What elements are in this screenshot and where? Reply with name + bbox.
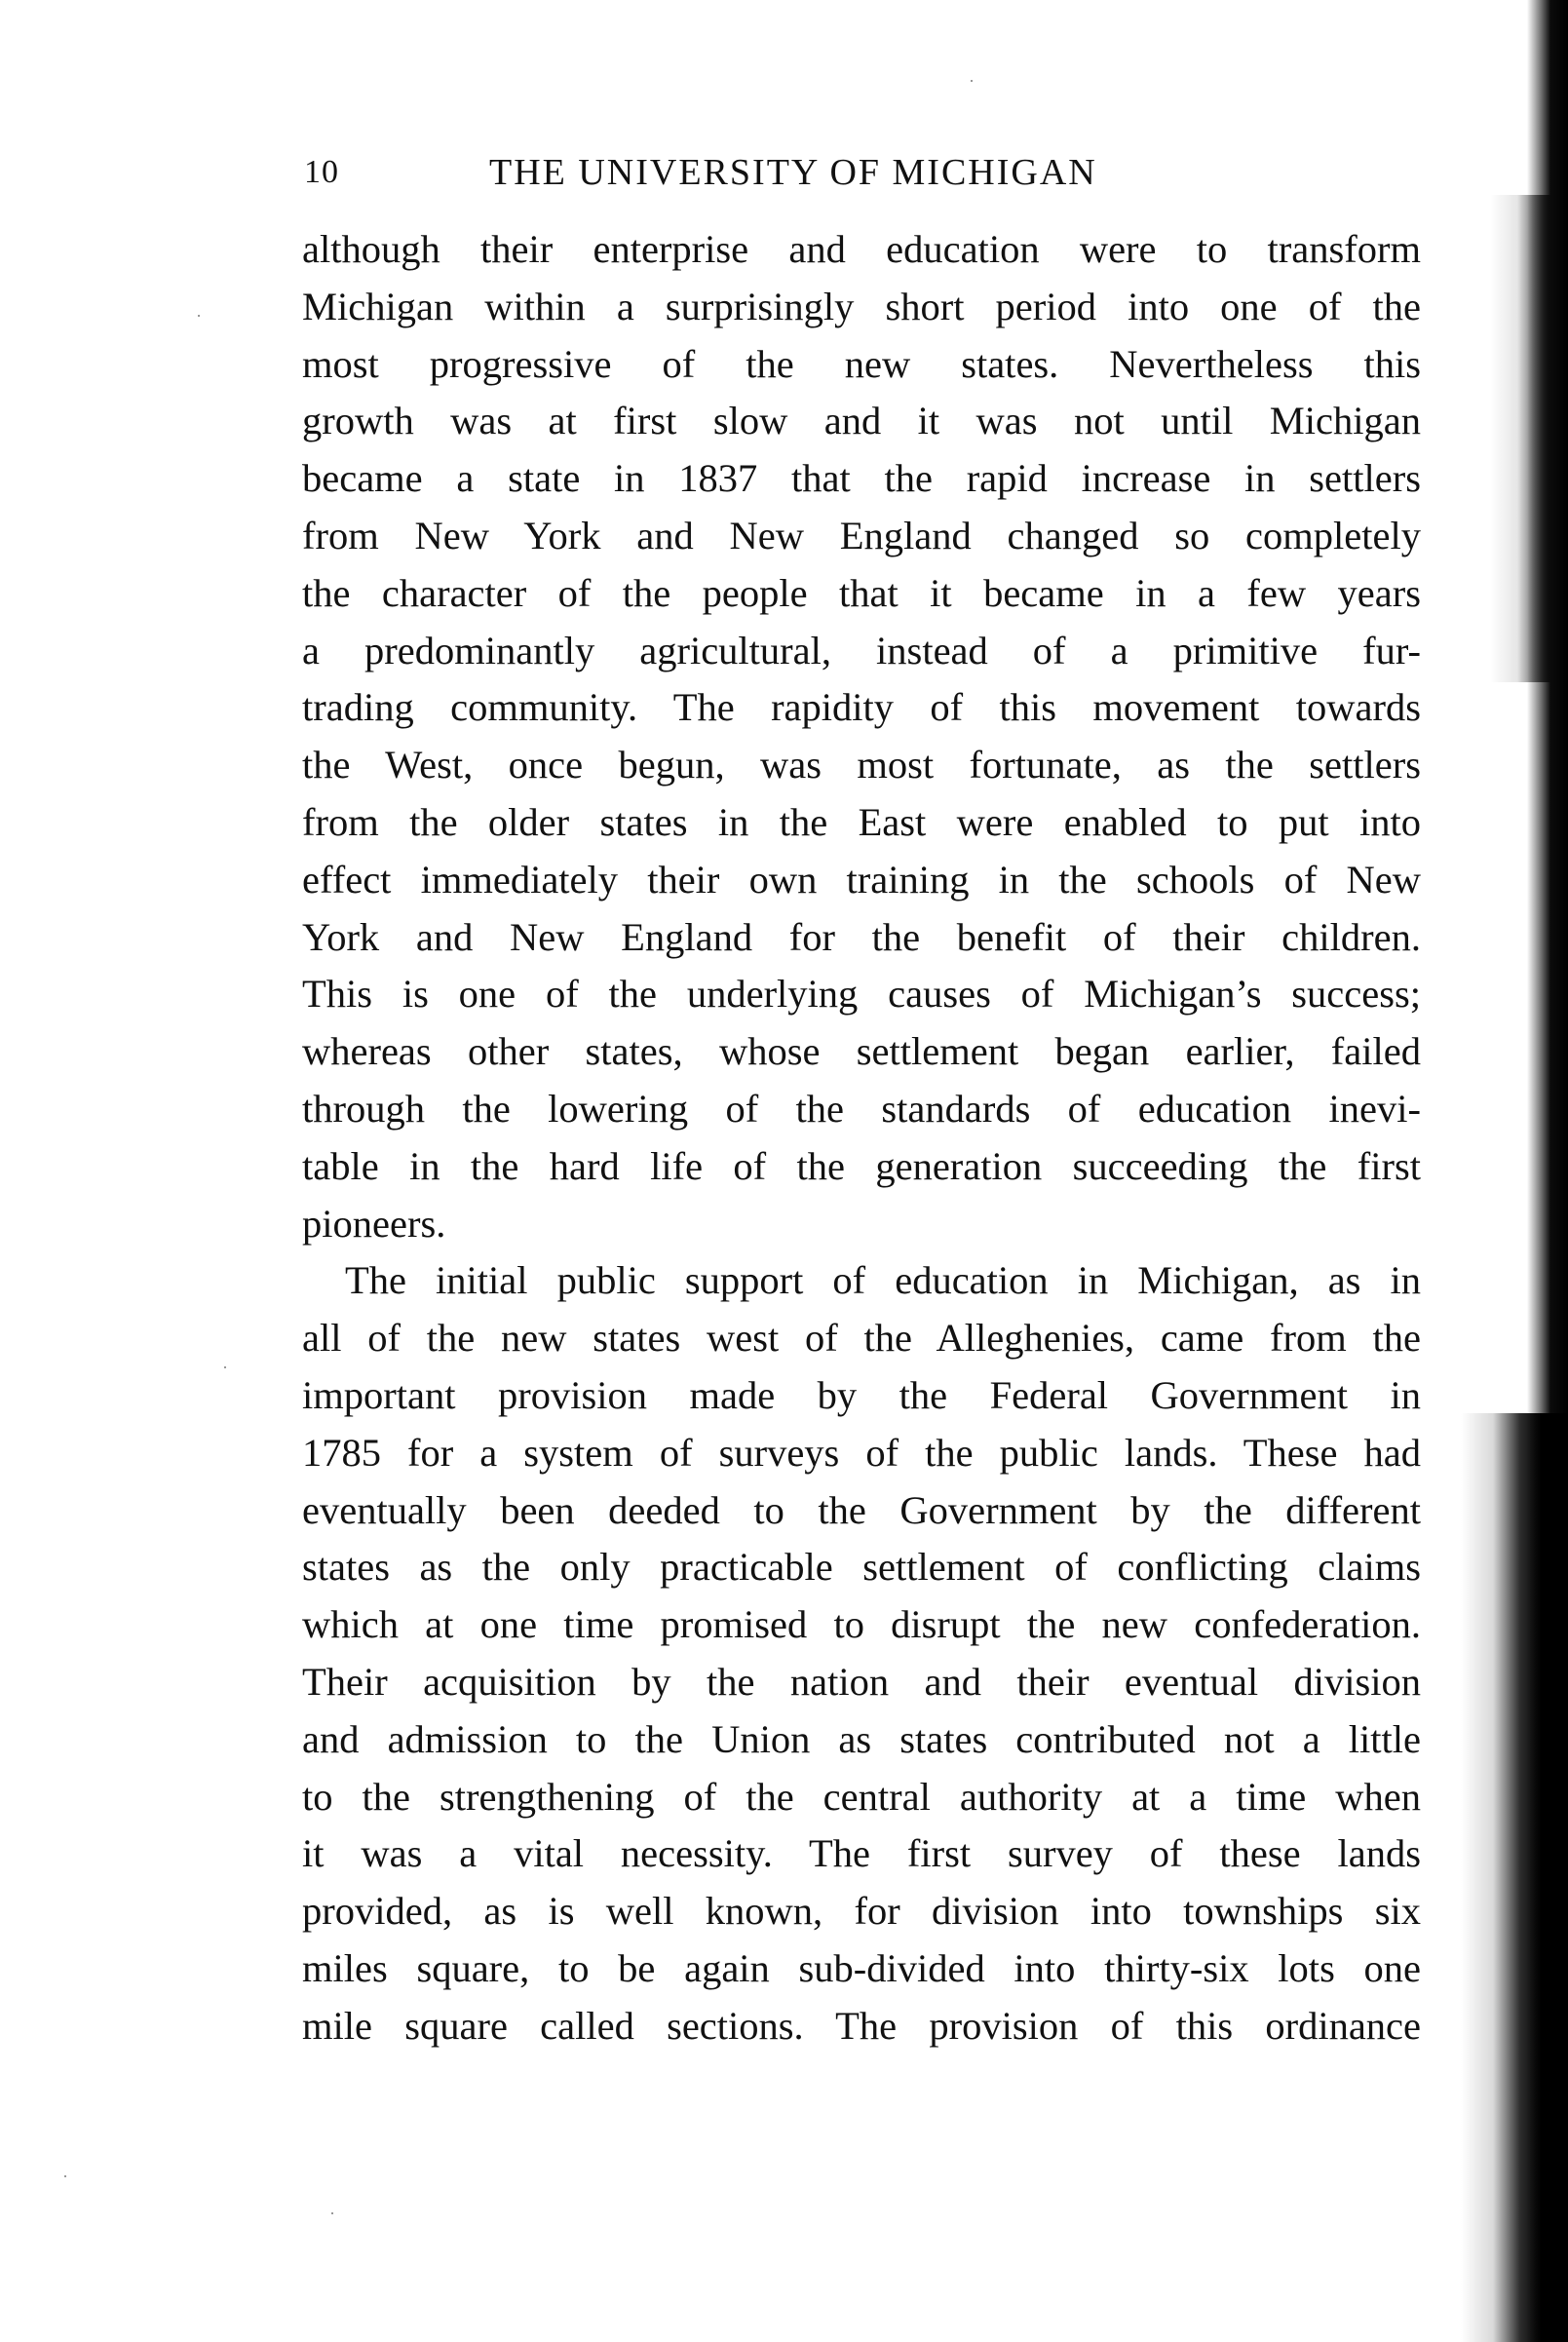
text-line: all of the new states west of the Alleghenies, came from the [302,1316,1421,1361]
scan-speck [64,2175,66,2177]
scan-speck [971,80,973,82]
text-line: whereas other states, whose settlement began earlier, failed [302,1029,1421,1074]
text-line: important provision made by the Federal Government in [302,1372,1421,1417]
text-line: York and New England for the benefit of their children. [302,914,1421,959]
text-line: became a state in 1837 that the rapid increase in settlers [302,456,1421,501]
text-line: which at one time promised to disrupt the new confederation. [302,1602,1421,1647]
text-line: growth was at first slow and it was not until Michigan [302,399,1421,443]
text-line: mile square called sections. The provision of this ordinance [302,2003,1421,2048]
text-line: pioneers. [302,1201,446,1246]
scan-speck [198,315,200,317]
text-line: the character of the people that it became in a few years [302,570,1421,615]
text-line: eventually been deeded to the Government by the different [302,1487,1421,1532]
running-head: THE UNIVERSITY OF MICHIGAN [489,152,1097,193]
text-line: This is one of the underlying causes of Michigan’s success; [302,972,1421,1017]
text-line: from the older states in the East were enabled to put into [302,799,1421,844]
paragraph-2 [302,1252,1421,2054]
body-text [302,221,1421,2055]
page-header [304,148,1420,197]
text-line: from New York and New England changed so completely [302,513,1421,557]
text-line: a predominantly agricultural, instead of a primitive fur- [302,628,1421,672]
text-line: effect immediately their own training in the schools of New [302,857,1421,902]
text-line: to the strengthening of the central authority at a time when [302,1774,1421,1819]
text-line: The initial public support of education in Michigan, as in [345,1258,1421,1303]
text-line: miles square, to be again sub-divided into thirty-six lots one [302,1945,1421,1990]
text-line: states as the only practicable settlement of conflicting claims [302,1545,1421,1590]
text-line: most progressive of the new states. Nevertheless this [302,341,1421,386]
scan-speck [331,2212,333,2214]
page-number: 10 [304,154,339,190]
text-line: provided, as is well known, for division into townships six [302,1889,1421,1934]
scan-speck [224,1366,226,1368]
text-line: trading community. The rapidity of this movement towards [302,685,1421,730]
text-line: through the lowering of the standards of education inevi- [302,1086,1421,1131]
text-line: it was a vital necessity. The first survey of these lands [302,1831,1421,1876]
text-line: and admission to the Union as states contributed not a little [302,1716,1421,1761]
text-line: although their enterprise and education were to transform [302,227,1421,271]
text-line: the West, once begun, was most fortunate, as the settlers [302,743,1421,787]
text-line: 1785 for a system of surveys of the public lands. These had [302,1430,1421,1475]
text-line: Michigan within a surprisingly short period into one of the [302,284,1421,328]
paragraph-1 [302,221,1421,1252]
text-line: Their acquisition by the nation and their eventual division [302,1659,1421,1704]
page-edge-shadow-lower [1461,1413,1568,2342]
text-line: table in the hard life of the generation succeeding the first [302,1143,1421,1188]
